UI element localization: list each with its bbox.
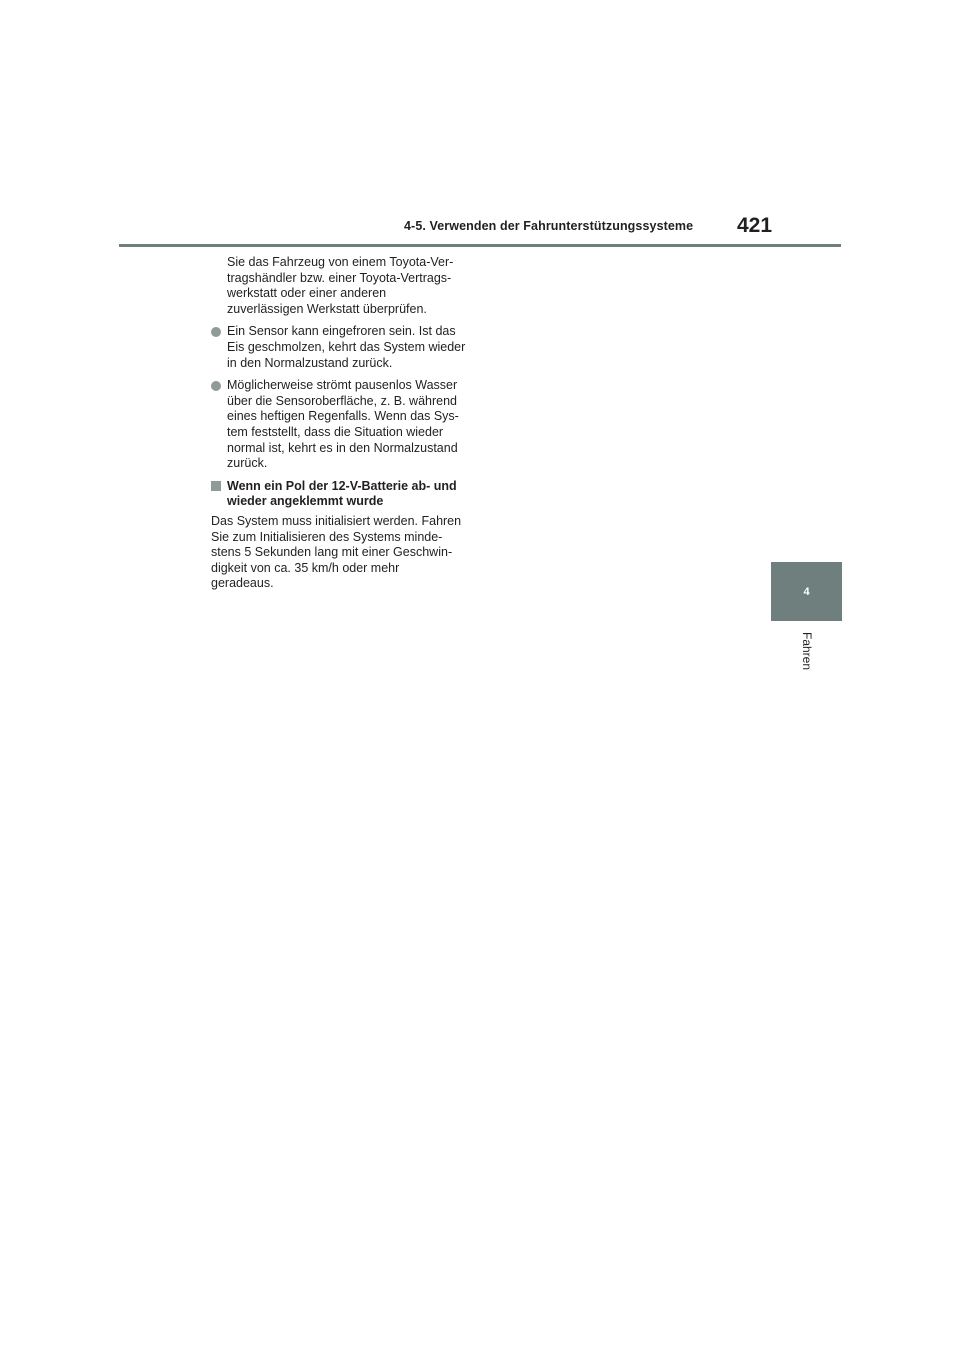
- text-line: normal ist, kehrt es in den Normalzustand: [227, 440, 458, 455]
- circle-bullet-icon: [211, 381, 221, 391]
- text-line: tragshändler bzw. einer Toyota-Vertrags-: [227, 270, 452, 285]
- bullet-item: [211, 378, 469, 472]
- text-line: stens 5 Sekunden lang mit einer Geschwin-: [211, 545, 453, 560]
- text-line: Sie das Fahrzeug von einem Toyota-Ver-: [227, 255, 454, 269]
- text-line: tem feststellt, dass die Situation wieder: [227, 424, 444, 439]
- section-heading: [211, 479, 469, 510]
- content-column: [211, 255, 469, 592]
- circle-bullet-icon: [211, 327, 221, 337]
- heading-line: wieder angeklemmt wurde: [227, 494, 384, 509]
- square-bullet-icon: [211, 481, 221, 491]
- heading-line: Wenn ein Pol der 12-V-Batterie ab- und: [227, 478, 457, 493]
- text-line: Ein Sensor kann eingefroren sein. Ist das: [227, 324, 456, 339]
- text-line: Möglicherweise strömt pausenlos Wasser: [227, 378, 458, 393]
- chapter-tab: [771, 562, 842, 621]
- text-line: Eis geschmolzen, kehrt das System wieder: [227, 339, 466, 354]
- text-line: geradeaus.: [211, 576, 274, 591]
- text-line: über die Sensoroberfläche, z. B. während: [227, 393, 457, 408]
- bullet-item: [211, 324, 469, 371]
- text-line: Das System muss initialisiert werden. Fahren: [211, 513, 462, 528]
- text-line: eines heftigen Regenfalls. Wenn das Sys-: [227, 409, 459, 424]
- text-line: werkstatt oder einer anderen: [227, 286, 387, 301]
- section-body: [211, 514, 469, 592]
- page-number: 421: [737, 214, 773, 237]
- text-line: zurück.: [227, 456, 268, 471]
- chapter-label: Fahren: [800, 632, 814, 671]
- text-line: Sie zum Initialisieren des Systems minde-: [211, 529, 443, 544]
- continuation-paragraph: [211, 255, 469, 317]
- chapter-number: 4: [803, 585, 810, 598]
- text-line: zuverlässigen Werkstatt überprüfen.: [227, 301, 427, 316]
- page-header-title: 4-5. Verwenden der Fahrunterstützungssysteme: [404, 219, 694, 233]
- text-line: in den Normalzustand zurück.: [227, 355, 393, 370]
- text-line: digkeit von ca. 35 km/h oder mehr: [211, 560, 400, 575]
- header-rule: [119, 244, 841, 247]
